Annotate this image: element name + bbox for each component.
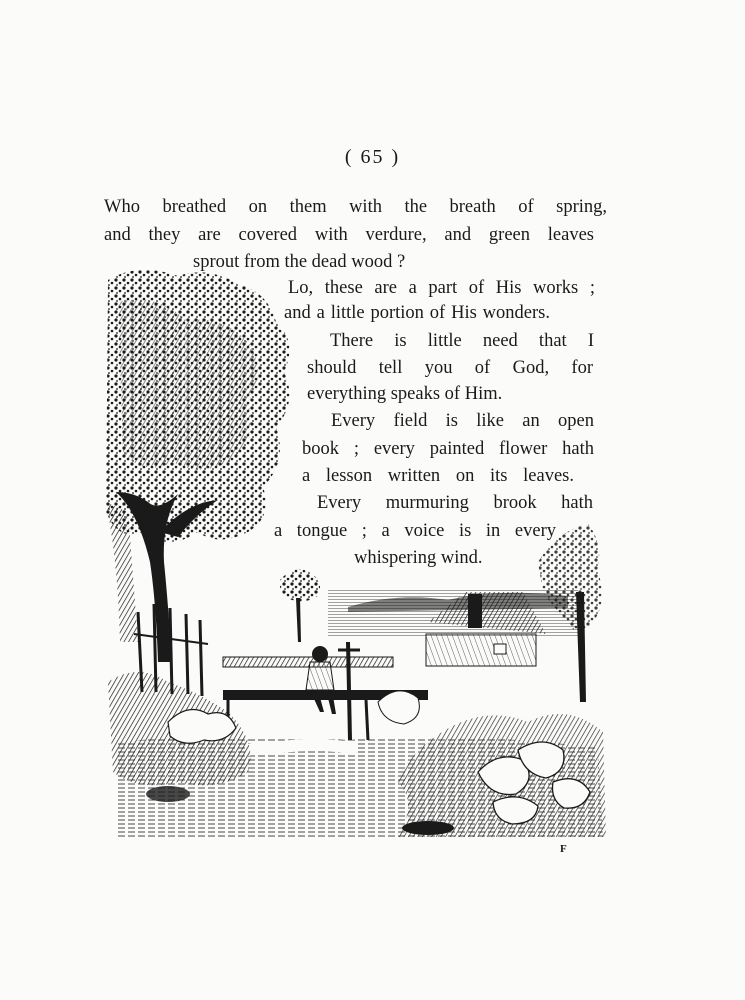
- text-line-5: and a little portion of His wonders.: [284, 303, 550, 323]
- text-line-14: whispering wind.: [354, 548, 483, 568]
- text-line-10: book ; every painted flower hath: [302, 439, 594, 459]
- text-line-9: Every field is like an open: [331, 411, 594, 431]
- text-line-8: everything speaks of Him.: [307, 384, 503, 404]
- text-line-12: Every murmuring brook hath: [317, 493, 593, 513]
- text-line-2: and they are covered with verdure, and green leaves: [104, 225, 594, 245]
- text-line-6: There is little need that I: [330, 331, 594, 351]
- text-line-4: Lo, these are a part of His works ;: [288, 278, 595, 298]
- text-line-7: should tell you of God, for: [307, 358, 593, 378]
- text-line-13: a tongue ; a voice is in every: [274, 521, 556, 541]
- text-line-3: sprout from the dead wood ?: [193, 252, 406, 272]
- signature-mark: F: [560, 843, 567, 855]
- page-number: ( 65 ): [344, 146, 401, 168]
- text-line-11: a lesson written on its leaves.: [302, 466, 574, 486]
- text-line-1: Who breathed on them with the breath of spring,: [104, 197, 607, 217]
